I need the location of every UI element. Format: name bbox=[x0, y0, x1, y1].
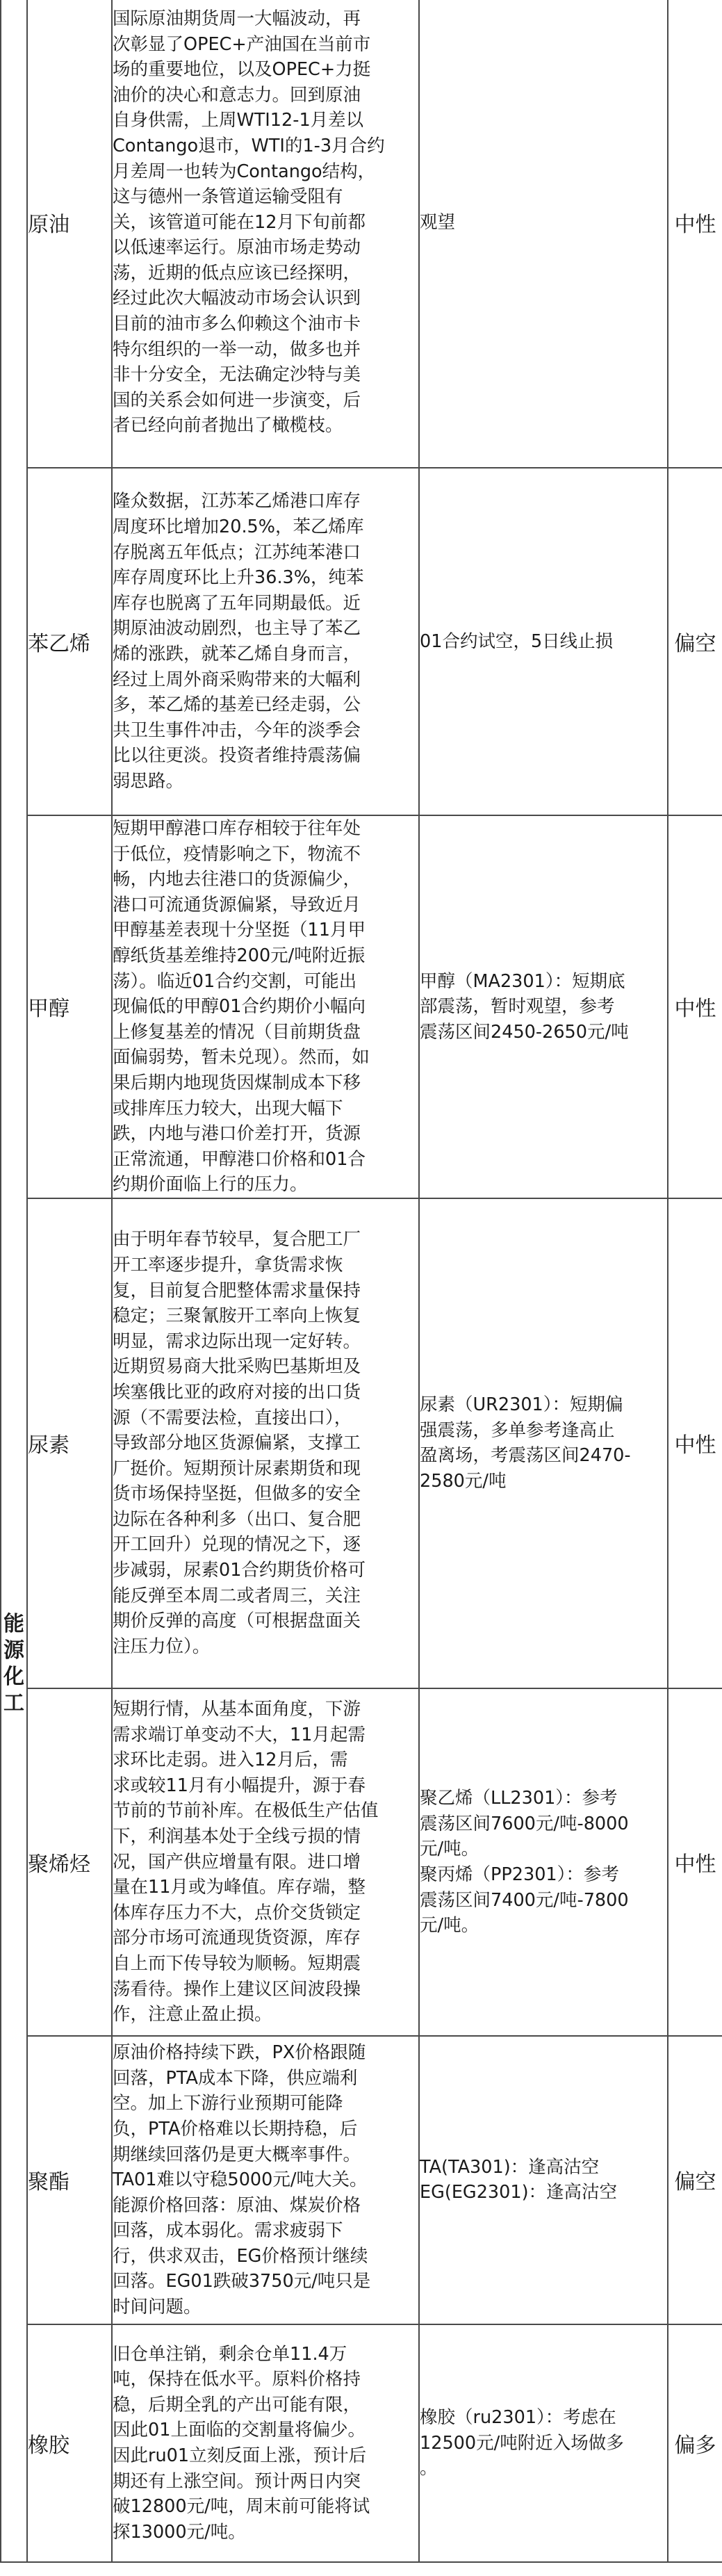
analysis-line: 明显，需求边际出现一定好转。 bbox=[113, 1330, 361, 1352]
analysis-line: 上修复基差的情况（目前期货盘 bbox=[113, 1021, 361, 1043]
analysis-line: 求环比走弱。进入12月后，需 bbox=[113, 1750, 348, 1771]
strategy-line: EG(EG2301)：逢高沽空 bbox=[420, 2182, 618, 2203]
analysis-cell bbox=[112, 2036, 419, 2324]
analysis-line: 果后期内地现货因煤制成本下移 bbox=[113, 1072, 361, 1093]
sector-label bbox=[1, 0, 27, 2562]
sector-text: 能源化工 bbox=[3, 1612, 24, 1715]
strategy-line: 观望 bbox=[420, 211, 456, 233]
analysis-line: 特尔组织的一举一动，做多也并 bbox=[113, 339, 361, 360]
commodity-name: 苯乙烯 bbox=[27, 468, 112, 815]
analysis-line: 以低速率运行。原油市场走势动 bbox=[113, 237, 361, 259]
strategy-line: 橡胶（ru2301）：考虑在 bbox=[420, 2407, 616, 2429]
strategy-cell bbox=[419, 2324, 668, 2562]
analysis-line: 约期价面临上行的压力。 bbox=[113, 1174, 308, 1196]
analysis-line: 货市场保持坚挺，但做多的安全 bbox=[113, 1483, 361, 1505]
strategy-line: 元/吨。 bbox=[420, 1915, 479, 1937]
view-rating: 中性 bbox=[668, 0, 722, 468]
analysis-line: 需求端订单变动不大，11月起需 bbox=[113, 1724, 366, 1745]
analysis-line: 荡看待。操作上建议区间波段操 bbox=[113, 1978, 361, 2000]
strategy-line: 元/吨。 bbox=[420, 1839, 479, 1860]
strategy-line: 强震荡，多单参考逢高止 bbox=[420, 1419, 615, 1441]
commodity-name: 原油 bbox=[27, 0, 112, 468]
analysis-line: 或排库压力较大，出现大幅下 bbox=[113, 1098, 343, 1119]
analysis-line: 节前的节前补库。在极低生产估值 bbox=[113, 1800, 379, 1822]
analysis-line: 稳定；三聚氰胺开工率向上恢复 bbox=[113, 1305, 361, 1327]
strategy-cell bbox=[419, 1198, 668, 1688]
analysis-line: 时间问题。 bbox=[113, 2297, 202, 2318]
analysis-line: 空。加上下游行业预期可能降 bbox=[113, 2093, 343, 2114]
analysis-line: Contango退市，WTI的1-3月合约 bbox=[113, 135, 385, 156]
analysis-line: 于低位，疫情影响之下，物流不 bbox=[113, 843, 361, 865]
analysis-line: 步减弱，尿素01合约期货价格可 bbox=[113, 1560, 366, 1581]
table-row bbox=[1, 1688, 722, 2036]
analysis-line: 月差周一也转为Contango结构， bbox=[113, 161, 376, 182]
analysis-line: 行，供求双击，EG价格预计继续 bbox=[113, 2245, 368, 2267]
analysis-cell bbox=[112, 1198, 419, 1688]
strategy-line: 01合约试空，5日线止损 bbox=[420, 630, 614, 652]
table-row bbox=[1, 2036, 722, 2324]
strategy-line: 聚乙烯（LL2301）：参考 bbox=[420, 1788, 618, 1809]
commodity-name: 聚酯 bbox=[27, 2036, 112, 2324]
table-row bbox=[1, 468, 722, 815]
analysis-line: 现偏低的甲醇01合约期价小幅向 bbox=[113, 996, 366, 1018]
table-row bbox=[1, 0, 722, 468]
analysis-line: 边际在各种利多（出口、复合肥 bbox=[113, 1508, 361, 1530]
analysis-line: 甲醇基差表现十分坚挺（11月甲 bbox=[113, 920, 366, 941]
analysis-line: 这与德州一条管道运输受阻有 bbox=[113, 186, 343, 208]
strategy-line: 甲醇（MA2301）：短期底 bbox=[420, 970, 625, 992]
analysis-cell bbox=[112, 2324, 419, 2562]
analysis-line: 隆众数据，江苏苯乙烯港口库存 bbox=[113, 491, 361, 512]
strategy-line: 12500元/吨附近入场做多 bbox=[420, 2432, 624, 2454]
analysis-line: 注压力位）。 bbox=[113, 1636, 211, 1657]
analysis-line: 次彰显了OPEC+产油国在当前市 bbox=[113, 33, 371, 55]
analysis-line: 油价的决心和意志力。回到原油 bbox=[113, 84, 361, 106]
strategy-line: 尿素（UR2301）：短期偏 bbox=[420, 1394, 623, 1416]
analysis-line: 量在11月或为峰值。库存端，整 bbox=[113, 1877, 366, 1898]
analysis-line: 场的重要地位，以及OPEC+力挺 bbox=[113, 59, 371, 81]
analysis-line: 求或较11月有小幅提升，源于春 bbox=[113, 1775, 366, 1796]
analysis-line: 况，国产供应增量有限。进口增 bbox=[113, 1851, 361, 1873]
analysis-line: 经过此次大幅波动市场会认识到 bbox=[113, 288, 361, 309]
analysis-line: 开工回升）兑现的情况之下，逐 bbox=[113, 1534, 361, 1556]
analysis-line: 弱思路。 bbox=[113, 770, 184, 792]
analysis-line: 者已经向前者抛出了橄榄枝。 bbox=[113, 415, 343, 437]
analysis-line: 期价反弹的高度（可根据盘面关 bbox=[113, 1611, 361, 1632]
analysis-line: 正常流通，甲醇港口价格和01合 bbox=[113, 1148, 366, 1170]
analysis-line: 港口可流通货源偏紧，导致近月 bbox=[113, 894, 361, 915]
analysis-line: 期还有上涨空间。预计两日内突 bbox=[113, 2470, 361, 2492]
analysis-line: 库存周度环比上升36.3%，纯苯 bbox=[113, 567, 364, 589]
strategy-line: 2580元/吨 bbox=[420, 1471, 507, 1492]
analysis-line: 开工率逐步提升，拿货需求恢 bbox=[113, 1254, 343, 1275]
analysis-line: 下，利润基本处于全线亏损的情 bbox=[113, 1826, 361, 1848]
analysis-cell bbox=[112, 1688, 419, 2036]
analysis-line: 能源价格回落：原油、煤炭价格 bbox=[113, 2194, 361, 2216]
analysis-line: 国的关系会如何进一步演变，后 bbox=[113, 389, 361, 411]
analysis-line: 多，苯乙烯的基差已经走弱，公 bbox=[113, 694, 361, 716]
view-rating: 偏空 bbox=[668, 2036, 722, 2324]
analysis-line: 自上而下传导较为顺畅。短期震 bbox=[113, 1953, 361, 1974]
analysis-line: 复，目前复合肥整体需求量保持 bbox=[113, 1280, 361, 1301]
analysis-line: 因此01上面临的交割量将偏少。 bbox=[113, 2420, 366, 2441]
strategy-cell bbox=[419, 1688, 668, 2036]
analysis-line: 周度环比增加20.5%，苯乙烯库 bbox=[113, 516, 364, 538]
commodity-name: 甲醇 bbox=[27, 815, 112, 1198]
analysis-line: 国际原油期货周一大幅波动，再 bbox=[113, 8, 361, 29]
strategy-cell bbox=[419, 2036, 668, 2324]
analysis-line: 回落，PTA成本下降，供应端利 bbox=[113, 2067, 358, 2089]
analysis-cell bbox=[112, 0, 419, 468]
strategy-line: TA(TA301)：逢高沽空 bbox=[420, 2156, 600, 2178]
analysis-line: 因此ru01立刻反面上涨，预计后 bbox=[113, 2445, 367, 2466]
table-row bbox=[1, 1198, 722, 1688]
analysis-line: 负，PTA价格难以长期持稳，后 bbox=[113, 2118, 358, 2139]
analysis-line: 期继续回落仍是更大概率事件。 bbox=[113, 2144, 361, 2165]
analysis-line: 自身供需，上周WTI12-1月差以 bbox=[113, 110, 364, 131]
commodity-name: 橡胶 bbox=[27, 2324, 112, 2562]
analysis-line: 短期甲醇港口库存相较于往年处 bbox=[113, 818, 361, 839]
analysis-line: 旧仓单注销，剩余仓单11.4万 bbox=[113, 2343, 347, 2365]
analysis-line: 畅，内地去往港口的货源偏少， bbox=[113, 869, 361, 890]
analysis-line: 期原油波动剧烈，也主导了苯乙 bbox=[113, 618, 361, 639]
analysis-line: 埃塞俄比亚的政府对接的出口货 bbox=[113, 1381, 361, 1403]
analysis-line: 部分市场可流通现货资源，库存 bbox=[113, 1927, 361, 1949]
strategy-line: 聚丙烯（PP2301）：参考 bbox=[420, 1864, 619, 1885]
analysis-cell bbox=[112, 468, 419, 815]
analysis-line: 导致部分地区货源偏紧，支撑工 bbox=[113, 1433, 361, 1454]
analysis-line: 经过上周外商采购带来的大幅利 bbox=[113, 669, 361, 690]
analysis-line: 体库存压力不大，点价交货锁定 bbox=[113, 1902, 361, 1923]
analysis-line: 烯的涨跌，就苯乙烯自身而言， bbox=[113, 644, 361, 665]
analysis-line: 非十分安全，无法确定沙特与美 bbox=[113, 364, 361, 386]
analysis-line: 荡，近期的低点应该已经探明， bbox=[113, 262, 361, 284]
analysis-line: 作，注意止盈止损。 bbox=[113, 2004, 272, 2025]
analysis-line: 破12800元/吨，周末前可能将试 bbox=[113, 2496, 370, 2518]
analysis-line: 厂挺价。短期预计尿素期货和现 bbox=[113, 1458, 361, 1479]
analysis-line: 近期贸易商大批采购巴基斯坦及 bbox=[113, 1356, 361, 1378]
analysis-line: 能反弹至本周二或者周三，关注 bbox=[113, 1585, 361, 1606]
view-rating: 中性 bbox=[668, 815, 722, 1198]
analysis-line: 跌，内地与港口价差打开，货源 bbox=[113, 1123, 361, 1145]
view-rating: 中性 bbox=[668, 1688, 722, 2036]
strategy-cell bbox=[419, 468, 668, 815]
analysis-line: 稳，后期全乳的产出可能有限， bbox=[113, 2394, 361, 2415]
view-rating: 偏空 bbox=[668, 468, 722, 815]
analysis-line: 原油价格持续下跌，PX价格跟随 bbox=[113, 2042, 366, 2064]
analysis-line: 关，该管道可能在12月下旬前都 bbox=[113, 211, 366, 233]
strategy-line: 。 bbox=[420, 2458, 438, 2479]
table-row bbox=[1, 2324, 722, 2562]
view-rating: 偏多 bbox=[668, 2324, 722, 2562]
analysis-line: 库存也脱离了五年同期最低。近 bbox=[113, 592, 361, 614]
analysis-line: 共卫生事件冲击，今年的淡季会 bbox=[113, 719, 361, 741]
analysis-line: TA01难以守稳5000元/吨大关。 bbox=[113, 2169, 368, 2191]
analysis-line: 回落。EG01跌破3750元/吨只是 bbox=[113, 2271, 371, 2292]
analysis-line: 吨，保持在低水平。原料价格持 bbox=[113, 2369, 361, 2390]
analysis-line: 面偏弱势，暂未兑现）。然而，如 bbox=[113, 1047, 370, 1068]
analysis-line: 荡）。临近01合约交割，可能出 bbox=[113, 970, 357, 992]
analysis-line: 由于明年春节较早，复合肥工厂 bbox=[113, 1229, 361, 1250]
analysis-line: 回落，成本弱化。需求疲弱下 bbox=[113, 2220, 343, 2242]
view-rating: 中性 bbox=[668, 1198, 722, 1688]
commodity-name: 尿素 bbox=[27, 1198, 112, 1688]
strategy-line: 部震荡，暂时观望，参考 bbox=[420, 996, 615, 1018]
analysis-line: 源（不需要法检，直接出口）， bbox=[113, 1407, 352, 1428]
strategy-line: 盈离场，考震荡区间2470- bbox=[420, 1445, 631, 1467]
commodity-name: 聚烯烃 bbox=[27, 1688, 112, 2036]
analysis-line: 探13000元/吨。 bbox=[113, 2521, 246, 2543]
analysis-line: 短期行情，从基本面角度，下游 bbox=[113, 1699, 361, 1720]
strategy-cell bbox=[419, 0, 668, 468]
strategy-cell bbox=[419, 815, 668, 1198]
analysis-line: 醇纸货基差维持200元/吨附近振 bbox=[113, 945, 366, 966]
analysis-line: 目前的油市多么仰赖这个油市卡 bbox=[113, 313, 361, 335]
strategy-line: 震荡区间2450-2650元/吨 bbox=[420, 1021, 629, 1043]
analysis-cell bbox=[112, 815, 419, 1198]
table-row bbox=[1, 815, 722, 1198]
analysis-line: 比以往更淡。投资者维持震荡偏 bbox=[113, 745, 361, 767]
strategy-line: 震荡区间7400元/吨-7800 bbox=[420, 1889, 629, 1911]
strategy-line: 震荡区间7600元/吨-8000 bbox=[420, 1813, 629, 1834]
analysis-line: 存脱离五年低点；江苏纯苯港口 bbox=[113, 541, 361, 563]
